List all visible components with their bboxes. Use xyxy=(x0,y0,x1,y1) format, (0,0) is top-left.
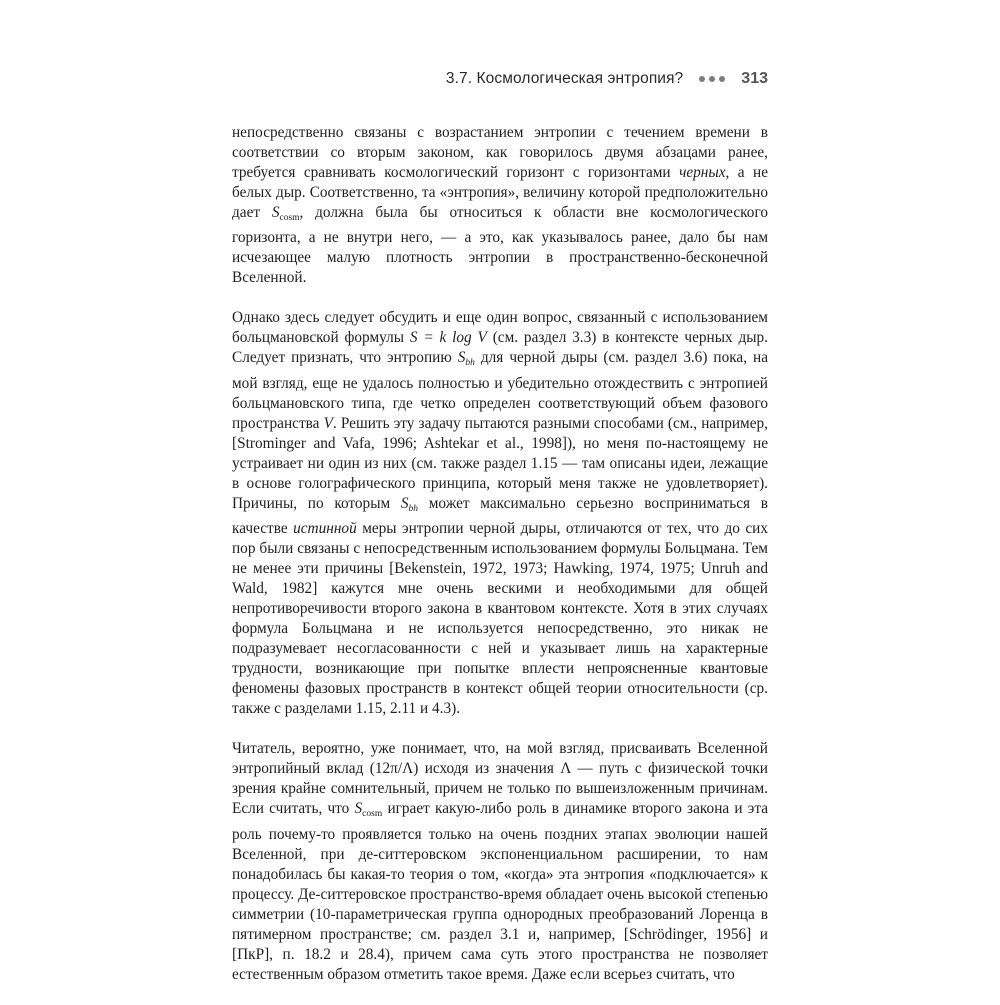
paragraph-3 xyxy=(232,739,768,985)
paragraph-2 xyxy=(232,308,768,719)
section-title: 3.7. Космологическая энтропия? xyxy=(445,70,684,87)
p2-text-5: может максимально серьезно восприниматься в качестве xyxy=(232,494,768,537)
p2-text-3: для черной дыры (см. раздел 3.6) пока, на мой взгляд, еще не удалось полностью и убедительно отождествить с энтропией больцмановского типа, где четко определен соответствующий объем фазового пространства xyxy=(232,349,768,432)
dot-icon xyxy=(719,76,725,82)
p1-text-1: непосредственно связаны с возрастанием энтропии с течением времени в соответствии со вторым законом, как говорилось двумя абзацами ранее, требуется сравнивать космологический горизонт с горизонтами xyxy=(232,124,768,182)
p2-text-1: Однако здесь следует обсудить и еще один вопрос, связанный с использованием больцмановской формулы xyxy=(232,309,768,347)
running-header xyxy=(446,70,768,88)
p2-text-6: меры энтропии черной дыры, отличаются от тех, что до сих пор были связаны с непосредственным использованием формулы Больцмана. Тем не менее эти причины [Bekenstein, 1972, 1973; Hawking, 1974, 1975; Unruh and Wald, 1982] кажутся мне очень вескими и необходимыми для общей непротиворечивости второго закона в квантовом контексте. Хотя в этих случаях формула Больцмана и не используется непосредственно, это никак не подразумевает несогласованности с ней и указывает лишь на характерные трудности, возникающие при попытке вплести непроясненные квантовые феномены фазовых пространств в контекст общей теории относительности (ср. также с разделами 1.15, 2.11 и 4.3). xyxy=(232,519,768,718)
p2-text-2: (см. раздел 3.3) в контексте черных дыр. Следует признать, что энтропию xyxy=(232,329,768,367)
boltzmann-formula: S = k log V xyxy=(409,329,487,347)
s-cosm-symbol: $S_{cosm}$ xyxy=(271,204,300,224)
dot-icon xyxy=(709,76,715,82)
s-bh-symbol: Sbh xyxy=(457,349,475,369)
v-symbol: V xyxy=(323,414,333,432)
s-bh-symbol: Sbh xyxy=(400,494,419,514)
p2-emphasis: истинной xyxy=(293,519,357,537)
p3-text-2: играет какую-либо роль в динамике второго закона и эта роль почему-то проявляется только на очень поздних этапах эволюции нашей Вселенной, при де-ситтеровском экспоненциальном расширении, то нам понадобилась бы какая-то теория о том, «когда» эта энтропия «подключается» к процессу. Де-ситтеровское пространство-время обладает очень высокой степенью симметрии (10-параметрическая группа однородных преобразований Лоренца в пятимерном пространстве; см. раздел 3.1 и, например, [Schrödinger, 1956] и [ПкР], п. 18.2 и 28.4), причем сама суть этого пространства не позволяет естественным образом отметить такое время. Даже если всерьез считать, что xyxy=(232,800,768,983)
p3-text-1: Читатель, вероятно, уже понимает, что, на мой взгляд, присваивать Вселенной энтропийный вклад (12π/Λ) исходя из значения Λ — путь с физической точки зрения крайне сомнительный, причем не только по вышеизложенным причинам. Если считать, что xyxy=(232,740,768,818)
body-text xyxy=(232,123,768,1005)
page-number: 313 xyxy=(741,70,768,87)
paragraph-1 xyxy=(232,123,768,288)
p1-text-2: , а не белых дыр. Соответственно, та «энтропия», величину которой предположительно дает xyxy=(232,164,768,222)
s-cosm-symbol: $S_{cosm}$ xyxy=(354,800,383,820)
p1-emphasis: черных xyxy=(679,164,726,182)
p2-text-4: . Решить эту задачу пытаются разными способами (см., например, [Strominger and Vafa, 1996; Ashtekar et al., 1998]), но меня по-настоящему не устраивает ни один из них (см. также раздел 1.15 — там описаны идеи, лежащие в основе голографического принципа, который меня также не удовлетворяет). Причины, по которым xyxy=(232,414,768,512)
p1-text-3: , должна была бы относиться к области вне космологического горизонта, а не внутри него, — а это, как указывалось ранее, дало бы нам исчезающее малую плотность энтропии в пространственно-бесконечной Вселенной. xyxy=(232,204,768,287)
ornament-dots-icon xyxy=(699,76,725,82)
dot-icon xyxy=(699,76,705,82)
